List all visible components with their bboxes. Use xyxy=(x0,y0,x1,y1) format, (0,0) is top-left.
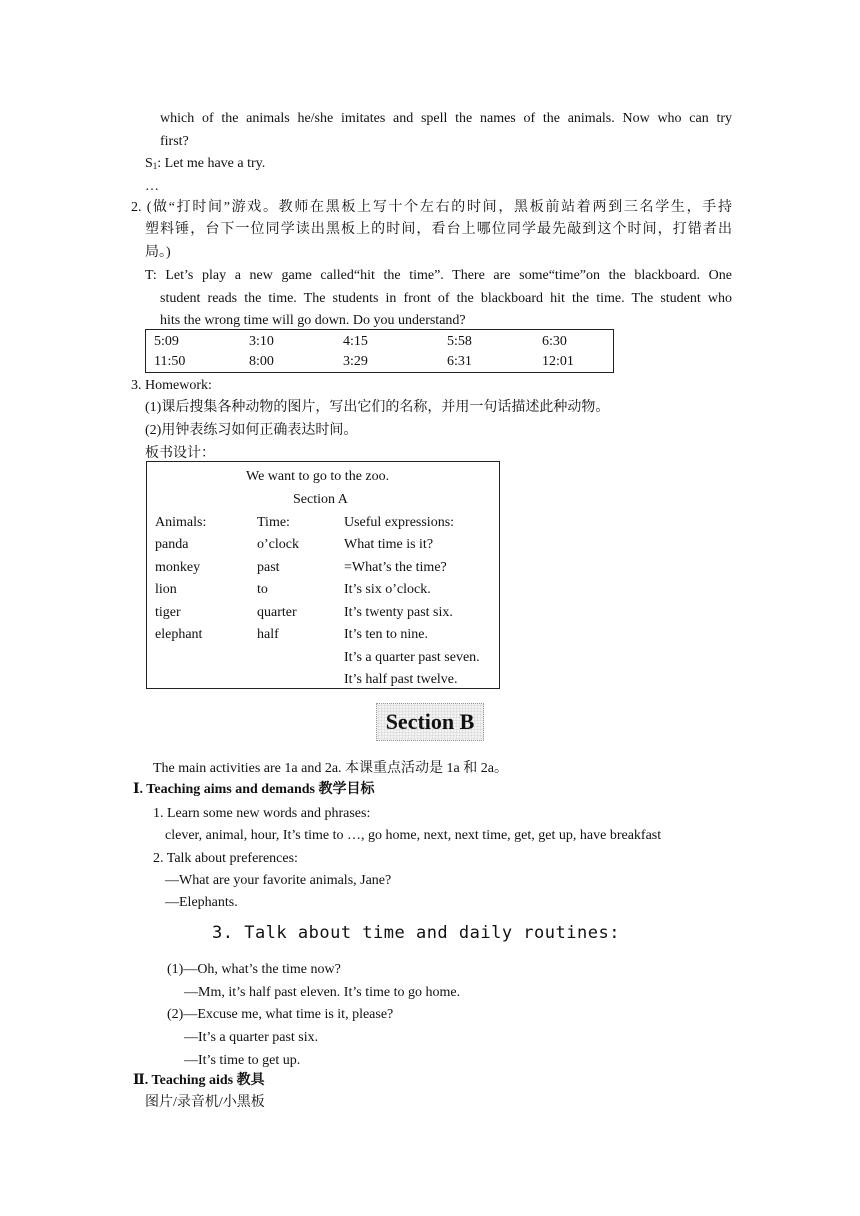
time-cell: 6:31 xyxy=(447,354,472,369)
paragraph-line: first? xyxy=(160,134,189,149)
activity-instruction-line: 塑料锤，台下一位同学读出黑板上的时间，看台上哪位同学最先敲到这个时间，打错者出 xyxy=(145,222,732,237)
board-time-cell: Time: xyxy=(257,515,290,530)
speaker-label: S xyxy=(145,156,153,171)
teacher-line: T: Let’s play a new game called“hit the time”. There are some“time”on the blackboard. One xyxy=(145,268,732,283)
time-cell: 4:15 xyxy=(343,334,368,349)
paragraph-line: which of the animals he/she imitates and spell the names of the animals. Now who can try xyxy=(160,111,732,126)
aim-item: 3. Talk about time and daily routines: xyxy=(212,923,620,943)
dialogue-line: (1)—Oh, what’s the time now? xyxy=(167,962,341,977)
time-cell: 12:01 xyxy=(542,354,574,369)
time-cell: 3:29 xyxy=(343,354,368,369)
time-table xyxy=(145,329,614,373)
board-animals-cell: panda xyxy=(155,537,189,552)
aim-item: 1. Learn some new words and phrases: xyxy=(153,806,371,821)
board-time-cell: to xyxy=(257,582,268,597)
board-expression-cell: It’s half past twelve. xyxy=(344,672,458,687)
board-title: We want to go to the zoo. xyxy=(246,469,390,484)
board-expression-cell: Useful expressions: xyxy=(344,515,455,530)
activity-instruction-line: 局。) xyxy=(145,245,171,260)
main-activities-line: The main activities are 1a and 2a. 本课重点活动是 1a 和 2a。 xyxy=(153,761,508,776)
board-animals-cell: Animals: xyxy=(155,515,207,530)
aim-item: 2. Talk about preferences: xyxy=(153,851,298,866)
teacher-line: student reads the time. The students in front of the blackboard hit the time. The student who xyxy=(160,291,732,306)
student-utterance: : Let me have a try. xyxy=(157,156,266,171)
board-time-cell: half xyxy=(257,627,279,642)
ellipsis: … xyxy=(145,179,159,194)
section-heading: Ⅰ. Teaching aims and demands 教学目标 xyxy=(133,782,375,797)
time-cell: 6:30 xyxy=(542,334,567,349)
dialogue-line: —What are your favorite animals, Jane? xyxy=(165,873,392,888)
board-animals-cell: monkey xyxy=(155,560,201,575)
board-expression-cell: It’s a quarter past seven. xyxy=(344,650,480,665)
dialogue-line: —Mm, it’s half past eleven. It’s time to go home. xyxy=(184,985,461,1000)
dialogue-line: —It’s a quarter past six. xyxy=(184,1030,319,1045)
board-animals-cell: tiger xyxy=(155,605,181,620)
homework-item: (1)课后搜集各种动物的图片，写出它们的名称，并用一句话描述此种动物。 xyxy=(145,400,610,415)
teaching-aids-text: 图片/录音机/小黑板 xyxy=(145,1095,265,1110)
time-cell: 5:58 xyxy=(447,334,472,349)
board-subtitle: Section A xyxy=(293,492,348,507)
section-heading: Ⅱ. Teaching aids 教具 xyxy=(133,1073,265,1088)
board-time-cell: past xyxy=(257,560,280,575)
teacher-line: hits the wrong time will go down. Do you understand? xyxy=(160,313,466,328)
section-b-heading: Section B xyxy=(376,703,484,741)
time-cell: 8:00 xyxy=(249,354,274,369)
board-time-cell: o’clock xyxy=(257,537,299,552)
homework-item: (2)用钟表练习如何正确表达时间。 xyxy=(145,423,358,438)
dialogue-line: —It’s time to get up. xyxy=(184,1053,301,1068)
activity-instruction-line: 2. (做“打时间”游戏。教师在黑板上写十个左右的时间，黑板前站着两到三名学生，手持 xyxy=(131,200,732,215)
board-expression-cell: It’s twenty past six. xyxy=(344,605,453,620)
board-expression-cell: It’s ten to nine. xyxy=(344,627,428,642)
board-expression-cell: What time is it? xyxy=(344,537,434,552)
dialogue-line: —Elephants. xyxy=(165,895,238,910)
homework-label: 3. Homework: xyxy=(131,378,212,393)
board-expression-cell: =What’s the time? xyxy=(344,560,447,575)
time-cell: 3:10 xyxy=(249,334,274,349)
board-time-cell: quarter xyxy=(257,605,297,620)
time-cell: 5:09 xyxy=(154,334,179,349)
board-design-label: 板书设计： xyxy=(145,446,215,461)
speaker-subscript: 1 xyxy=(152,161,158,171)
dialogue-line: (2)—Excuse me, what time is it, please? xyxy=(167,1007,394,1022)
board-design-box xyxy=(146,461,500,689)
aim-detail: clever, animal, hour, It’s time to …, go home, next, next time, get, get up, have breakfast xyxy=(165,828,662,843)
time-cell: 11:50 xyxy=(154,354,186,369)
board-animals-cell: elephant xyxy=(155,627,203,642)
student-line xyxy=(145,155,265,175)
board-expression-cell: It’s six o’clock. xyxy=(344,582,431,597)
board-animals-cell: lion xyxy=(155,582,177,597)
